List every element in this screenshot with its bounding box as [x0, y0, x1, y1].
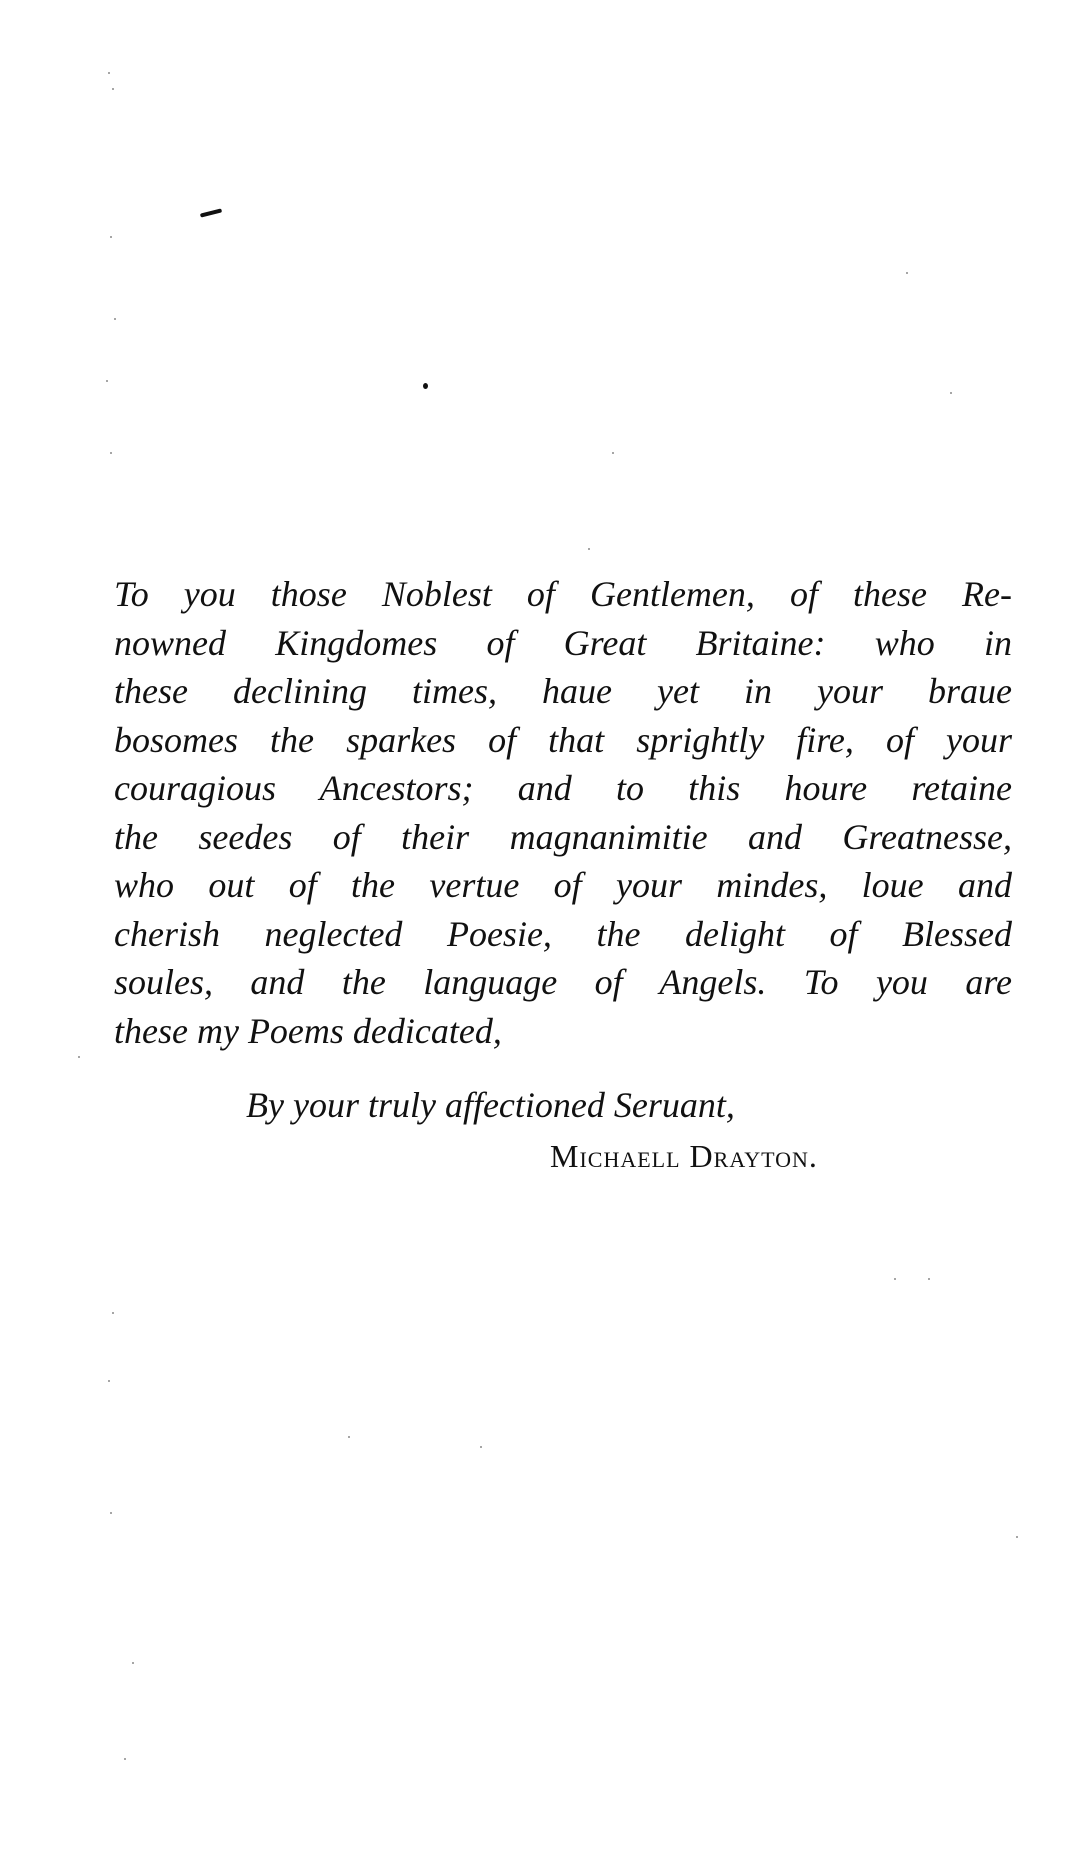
- paper-speck: [108, 1380, 110, 1382]
- paper-speck: [480, 1446, 482, 1448]
- paper-speck: [78, 1056, 80, 1058]
- dedication-line: nowned Kingdomes of Great Britaine: who in: [114, 622, 1012, 663]
- dedication-line: cherish neglected Poesie, the delight of Blessed: [114, 913, 1012, 954]
- dedication-line: the seedes of their magnanimitie and Greatnesse,: [114, 816, 1012, 857]
- paper-speck: [348, 1436, 350, 1438]
- ink-mark: [200, 208, 222, 217]
- signature: Michaell Drayton.: [550, 1138, 818, 1174]
- paper-speck: [132, 1662, 134, 1664]
- paper-speck: [112, 88, 114, 90]
- paper-speck: [1016, 1536, 1018, 1538]
- paper-speck: [124, 1758, 126, 1760]
- paper-speck: [588, 548, 590, 550]
- dedication-line: bosomes the sparkes of that sprightly fire, of your: [114, 719, 1012, 760]
- closing-line: By your truly affectioned Seruant,: [246, 1085, 735, 1125]
- dedication-line: who out of the vertue of your mindes, loue and: [114, 865, 1012, 905]
- dedication-line: soules, and the language of Angels. To you are: [114, 962, 1012, 1002]
- paper-speck: [114, 318, 116, 320]
- dedication-line: To you those Noblest of Gentlemen, of these Re-: [114, 574, 1012, 614]
- dedication-line: couragious Ancestors; and to this houre retaine: [114, 768, 1012, 808]
- paper-speck: [612, 452, 614, 454]
- ink-dot: [423, 383, 428, 389]
- paper-speck: [894, 1278, 896, 1280]
- paper-speck: [928, 1278, 930, 1280]
- paper-speck: [906, 272, 908, 274]
- paper-speck: [110, 236, 112, 238]
- paper-speck: [110, 452, 112, 454]
- paper-speck: [950, 392, 952, 394]
- paper-speck: [108, 72, 110, 74]
- paper-speck: [112, 1312, 114, 1314]
- paper-speck: [106, 380, 108, 382]
- dedication-line: these my Poems dedicated,: [114, 1010, 502, 1051]
- paper-speck: [110, 1512, 112, 1514]
- dedication-line: these declining times, haue yet in your braue: [114, 671, 1012, 711]
- dedication-text: [114, 570, 1012, 1055]
